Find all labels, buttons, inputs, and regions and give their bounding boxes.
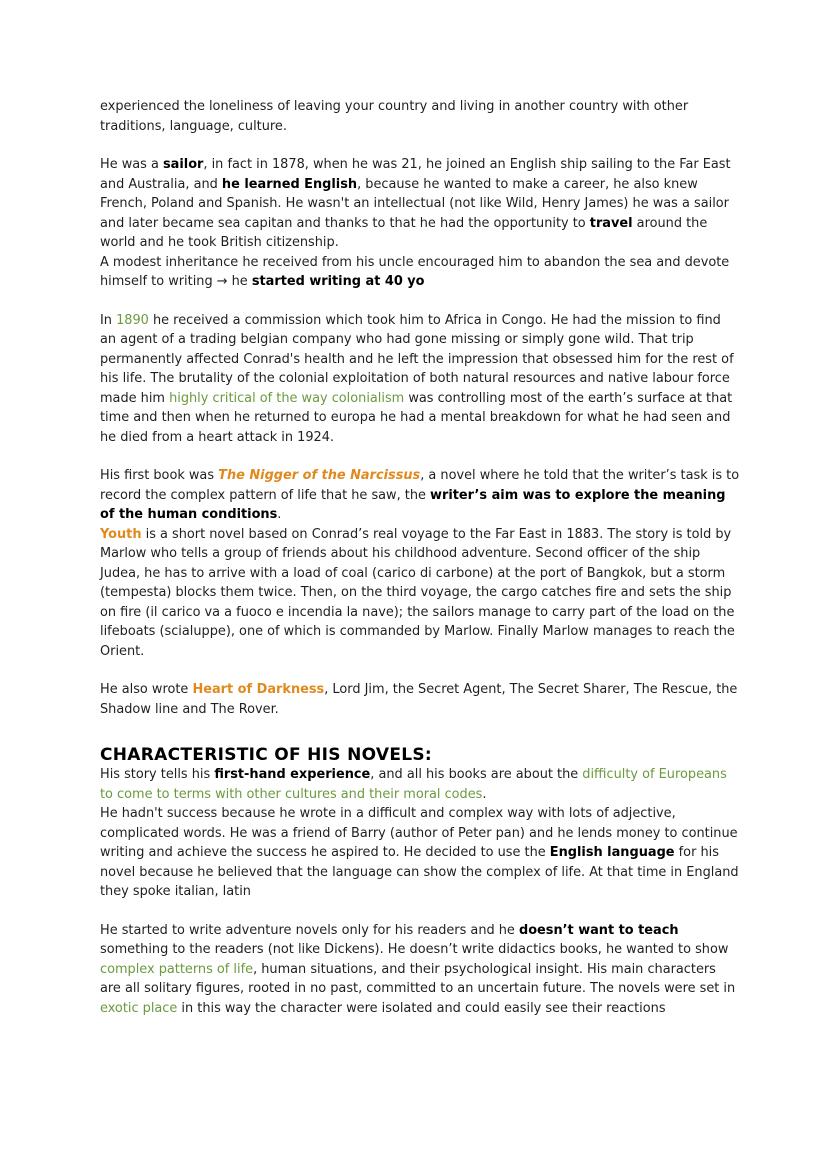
bold-doesnt-want-to-teach: doesn’t want to teach	[518, 922, 679, 938]
paragraph-youth: Youth is a short novel based on Conrad’s real voyage to the Far East in 1883. The story is told by Marlow who tells a group of friends about his childhood adventure. Second officer of the ship Judea, he has to arrive with a load of coal (carico di carbone) at the port of Bangkok, but a storm (tempesta) blocks them twice. Then, on the third voyage, the cargo catches fire and sets the ship on fire (il carico va a fuoco e incendia la nave); the sailors manage to carry part of the load on the lifeboats (scialuppe), one of which is commanded by Marlow. Finally Marlow manages to reach the Orient.	[100, 526, 735, 659]
bold-english-language: English language	[549, 845, 675, 860]
bold-first-hand: first-hand experience	[214, 767, 371, 782]
document-page	[100, 97, 740, 1018]
paragraph-inheritance: A modest inheritance he received from his uncle encouraged him to abandon the sea and devote himself to writing → he started writing at 40 yo	[100, 254, 730, 289]
paragraph-first-book: His first book was The Nigger of the Narcissus, a novel where he told that the writer’s task is to record the complex pattern of life that he saw, the writer’s aim was to explore the meaning of the human conditions.	[100, 468, 740, 522]
paragraph-sailor: He was a sailor, in fact in 1878, when he was 21, he joined an English ship sailing to the Far East and Australia, and he learned English, because he wanted to make a career, he also knew French, Poland and Spanish. He wasn't an intellectual (not like Wild, Henry James) he was a sailor and later became sea capitan and thanks to that he had the opportunity to travel around the world and he took British citizenship.	[100, 157, 731, 250]
bold-travel: travel	[589, 215, 633, 231]
paragraph-adventure-novels: He started to write adventure novels only for his readers and he doesn’t want to teach something to the readers (not like Dickens). He doesn’t write didactics books, he wanted to show complex patterns of life, human situations, and their psychological insight. His main characters are all solitary figures, rooted in no past, committed to an uncertain future. The novels were set in exotic place in this way the character were isolated and could easily see their reactions	[100, 922, 736, 1016]
highlight-colonialism: highly critical of the way colonialism	[169, 390, 405, 406]
paragraph-other-works: He also wrote Heart of Darkness, Lord Jim, the Secret Agent, The Secret Sharer, The Rescue, the Shadow line and The Rover.	[100, 682, 738, 717]
highlight-exotic-place: exotic place	[100, 1000, 178, 1016]
bold-writers-aim: writer’s aim was to explore the meaning of the human conditions	[100, 487, 726, 522]
paragraph-loneliness: experienced the loneliness of leaving your country and living in another country with other traditions, language, culture.	[100, 99, 689, 134]
paragraph-first-hand: His story tells his first-hand experience, and all his books are about the difficulty of Europeans to come to terms with other cultures and their moral codes.	[100, 767, 727, 802]
bold-sailor: sailor	[162, 157, 204, 172]
highlight-difficulty-europeans: difficulty of Europeans to come to terms with other cultures and their moral codes	[100, 767, 727, 802]
section-heading: CHARACTERISTIC OF HIS NOVELS:	[100, 745, 433, 765]
title-nigger-of-narcissus: The Nigger of the Narcissus	[218, 468, 421, 483]
paragraph-success: He hadn't success because he wrote in a difficult and complex way with lots of adjective, complicated words. He was a friend of Barry (author of Peter pan) and he lends money to continue writing and achieve the success he aspired to. He decided to use the English language for his novel because he believed that the language can show the complex of life. At that time in England they spoke italian, latin	[100, 806, 739, 899]
bold-learned-english: he learned English	[221, 176, 358, 192]
title-heart-of-darkness: Heart of Darkness	[192, 682, 325, 697]
paragraph-congo: In 1890 he received a commission which took him to Africa in Congo. He had the mission to find an agent of a trading belgian company who had gone missing or simply gone wild. That trip permanently affected Conrad's health and he left the impression that obsessed him for the rest of his life. The brutality of the colonial exploitation of both natural resources and native labour force made him highly critical of the way colonialism was controlling most of the earth’s surface at that time and then when he returned to europa he had a mental breakdown for what he had seen and he died from a heart attack in 1924.	[100, 312, 734, 445]
bold-started-writing: started writing at 40 yo	[251, 274, 425, 289]
highlight-complex-patterns: complex patterns of life	[100, 961, 254, 977]
title-youth: Youth	[100, 526, 142, 542]
highlight-1890: 1890	[116, 312, 149, 328]
